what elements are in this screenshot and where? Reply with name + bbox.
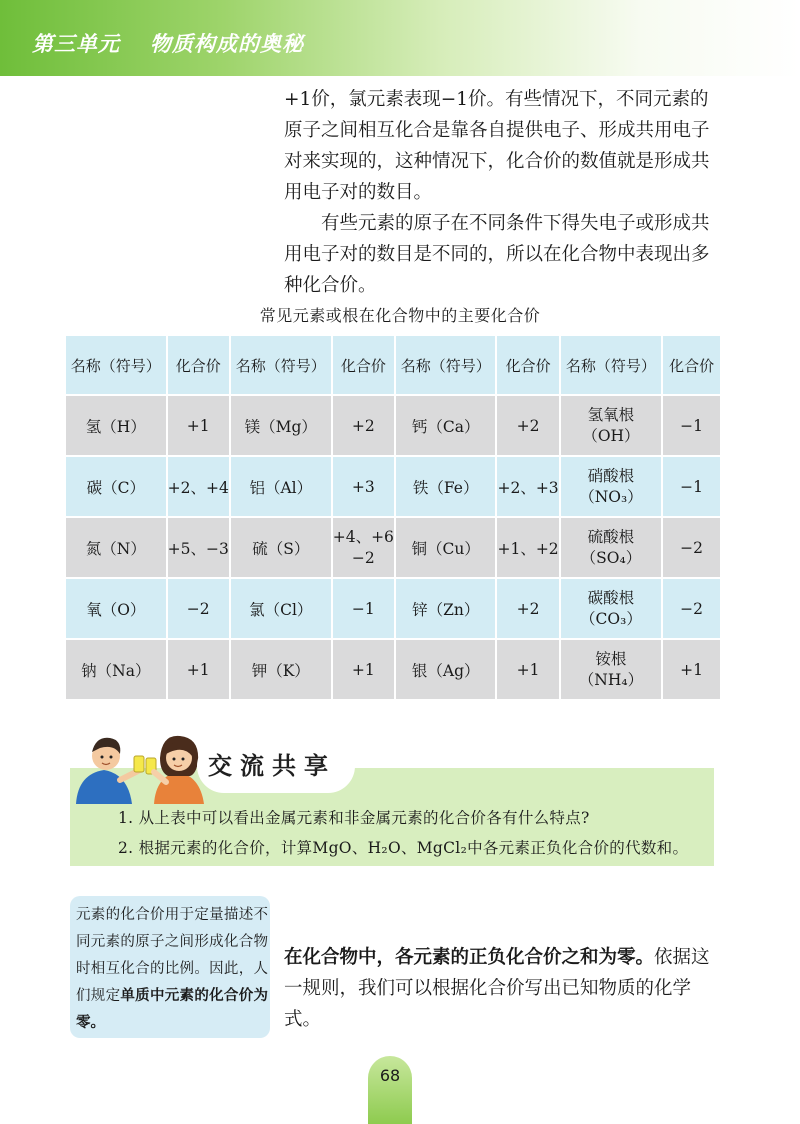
element-name: 硫（S） (231, 518, 333, 579)
radical-valence: −1 (663, 457, 722, 518)
table-row (66, 579, 722, 640)
valence-line-2: −2 (351, 548, 375, 567)
element-name: 铁（Fe） (396, 457, 498, 518)
discussion-title: 交流共享 (208, 752, 336, 780)
radical-formula: （NH₄） (578, 670, 644, 689)
element-valence: +5、−3 (168, 518, 231, 579)
header-name: 名称（符号） (396, 336, 498, 396)
note-text: 元素的化合价用于定量描述不同元素的原子之间形成化合物时相互化合的比例。因此，人们规定 (76, 907, 268, 1004)
students-illustration-icon (70, 728, 210, 804)
radical-formula: （OH） (582, 426, 640, 445)
element-valence: −2 (168, 579, 231, 640)
note-emphasis: 单质中元素的化合价为零。 (76, 988, 268, 1031)
radical-name (561, 457, 664, 518)
margin-note (76, 902, 268, 1037)
valence-line-1: +4、+6 (332, 527, 394, 546)
element-valence: +1 (497, 640, 560, 701)
element-name: 氮（N） (66, 518, 168, 579)
radical-formula: （NO₃） (579, 487, 643, 506)
element-valence: +2、+4 (168, 457, 231, 518)
intro-paragraph-1: +1价，氯元素表现−1价。有些情况下，不同元素的原子之间相互化合是靠各自提供电子、形成共用电子对来实现的，这种情况下，化合价的数值就是形成共用电子对的数目。 (284, 89, 710, 203)
element-valence: +1、+2 (497, 518, 560, 579)
page-header (0, 0, 800, 76)
radical-formula: （SO₄） (580, 548, 642, 567)
element-valence: +2 (497, 396, 560, 457)
element-valence: +1 (333, 640, 396, 701)
discussion-question-2: 2. 根据元素的化合价，计算MgO、H₂O、MgCl₂中各元素正负化合价的代数和。 (118, 839, 689, 857)
radical-label: 硝酸根 (587, 466, 635, 485)
element-valence: +1 (168, 640, 231, 701)
table-row (66, 518, 722, 579)
intro-paragraph-2: 有些元素的原子在不同条件下得失电子或形成共用电子对的数目是不同的，所以在化合物中表现出多种化合价。 (284, 213, 710, 296)
header-name: 名称（符号） (231, 336, 333, 396)
element-name: 氢（H） (66, 396, 168, 457)
unit-title: 物质构成的奥秘 (150, 32, 304, 56)
radical-valence: −1 (663, 396, 722, 457)
element-valence: +2、+3 (497, 457, 560, 518)
element-name: 钙（Ca） (396, 396, 498, 457)
rule-emphasis: 在化合物中，各元素的正负化合价之和为零。 (284, 947, 655, 968)
element-valence: +2 (497, 579, 560, 640)
unit-label: 第三单元 (32, 32, 120, 56)
rule-text: 依据这一规则，我们可以根据化合价写出已知物质的化学式。 (284, 947, 710, 1030)
radical-valence: +1 (663, 640, 722, 701)
radical-name (561, 396, 664, 457)
table-row (66, 396, 722, 457)
rule-paragraph (284, 942, 724, 1035)
element-name: 氯（Cl） (231, 579, 333, 640)
intro-text (284, 84, 724, 301)
element-valence: −1 (333, 579, 396, 640)
valence-table (66, 336, 722, 701)
header-valence: 化合价 (168, 336, 231, 396)
header-valence: 化合价 (663, 336, 722, 396)
element-valence: +1 (168, 396, 231, 457)
radical-label: 铵根 (595, 649, 627, 668)
radical-name (561, 640, 664, 701)
radical-formula: （CO₃） (580, 609, 642, 628)
radical-valence: −2 (663, 518, 722, 579)
radical-label: 硫酸根 (587, 527, 635, 546)
element-name: 铝（Al） (231, 457, 333, 518)
table-caption: 常见元素或根在化合物中的主要化合价 (259, 306, 541, 325)
element-valence: +3 (333, 457, 396, 518)
element-name: 钾（K） (231, 640, 333, 701)
table-row (66, 640, 722, 701)
element-name: 银（Ag） (396, 640, 498, 701)
header-name: 名称（符号） (66, 336, 168, 396)
radical-name (561, 518, 664, 579)
radical-label: 氢氧根 (587, 405, 635, 424)
header-valence: 化合价 (333, 336, 396, 396)
discussion-question-1: 1. 从上表中可以看出金属元素和非金属元素的化合价各有什么特点? (118, 809, 590, 827)
table-header-row (66, 336, 722, 396)
radical-valence: −2 (663, 579, 722, 640)
header-valence: 化合价 (497, 336, 560, 396)
element-name: 锌（Zn） (396, 579, 498, 640)
radical-label: 碳酸根 (587, 588, 635, 607)
element-valence (333, 518, 396, 579)
element-name: 钠（Na） (66, 640, 168, 701)
element-name: 碳（C） (66, 457, 168, 518)
table-row (66, 457, 722, 518)
element-name: 氧（O） (66, 579, 168, 640)
element-name: 镁（Mg） (231, 396, 333, 457)
page-number: 68 (379, 1066, 401, 1085)
element-valence: +2 (333, 396, 396, 457)
element-name: 铜（Cu） (396, 518, 498, 579)
radical-name (561, 579, 664, 640)
header-name: 名称（符号） (561, 336, 664, 396)
